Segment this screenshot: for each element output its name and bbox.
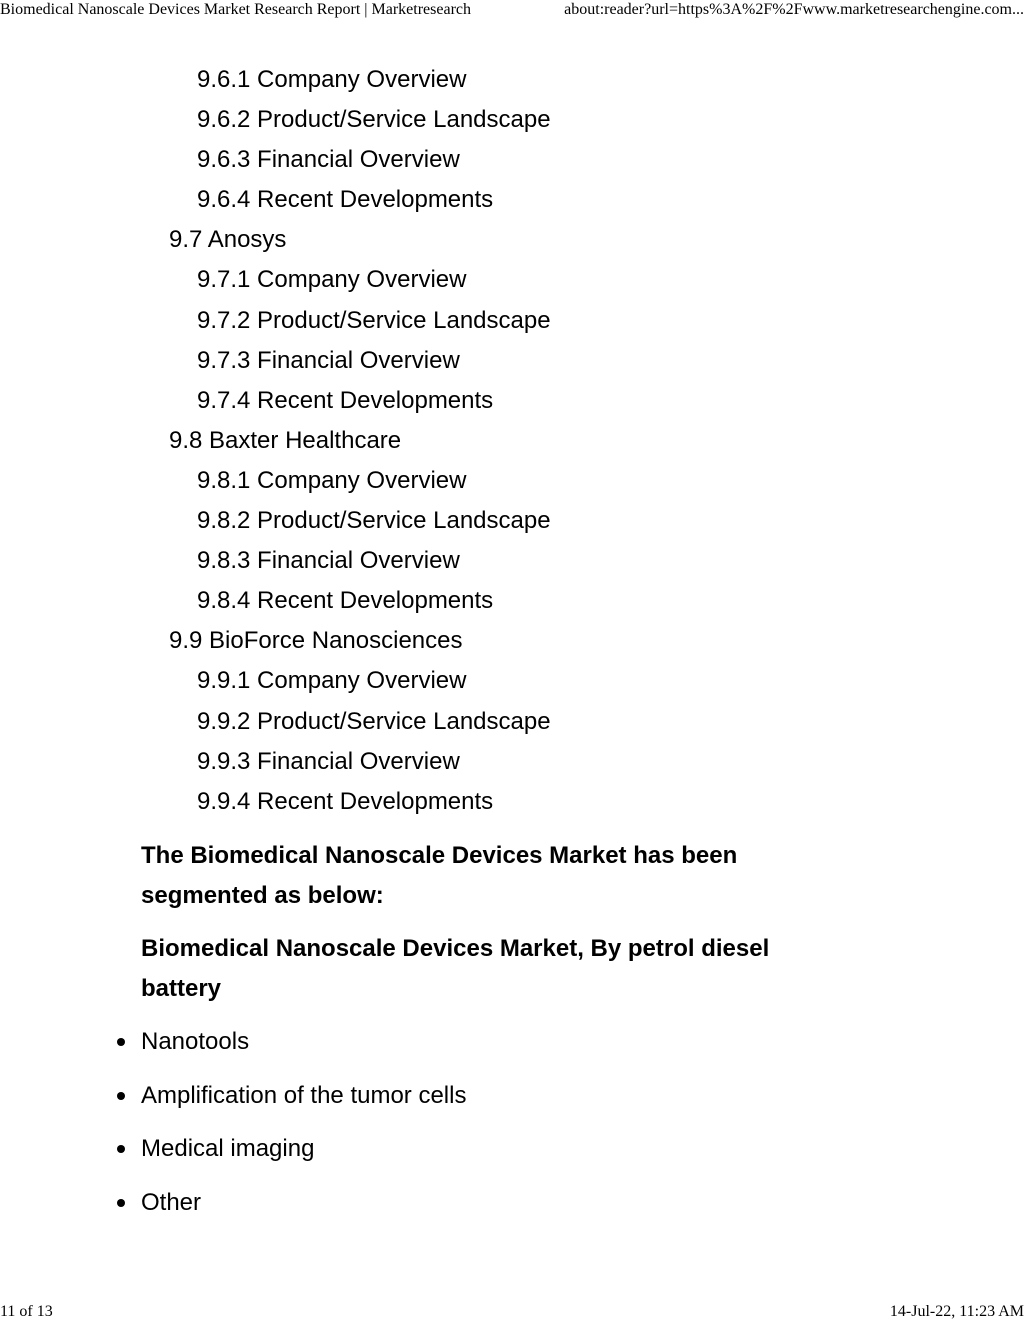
toc-item: 9.6.1 Company Overview <box>197 66 467 93</box>
toc-item: 9.6.3 Financial Overview <box>197 146 460 174</box>
list-item <box>0 1022 466 1076</box>
list-item <box>0 1183 466 1237</box>
toc-item: 9.7.3 Financial Overview <box>197 346 460 374</box>
print-header <box>0 0 1024 24</box>
bullet-icon <box>117 1092 125 1100</box>
toc-item: 9.6.2 Product/Service Landscape <box>197 106 551 134</box>
list-item-label: Nanotools <box>141 1028 250 1055</box>
toc-item: 9.9.4 Recent Developments <box>197 787 494 815</box>
page-url[interactable]: about:reader?url=https%3A%2F%2Fwww.marketresearchengine.com... <box>564 1 1024 18</box>
toc-item: 9.9.2 Product/Service Landscape <box>197 707 551 735</box>
page-title: Biomedical Nanoscale Devices Market Research Report | Marketresearch <box>0 1 471 18</box>
toc-item: 9.8.2 Product/Service Landscape <box>197 507 551 535</box>
list-item <box>0 1076 466 1130</box>
toc-item: 9.8.4 Recent Developments <box>197 587 494 615</box>
bullet-icon <box>117 1145 125 1153</box>
table-of-contents <box>0 60 1024 822</box>
toc-item: 9.8.1 Company Overview <box>197 466 467 494</box>
list-item-label: Medical imaging <box>141 1135 315 1163</box>
toc-item: 9.7 Anosys <box>169 226 287 254</box>
bullet-icon <box>117 1199 125 1207</box>
toc-item: 9.7.4 Recent Developments <box>197 386 494 414</box>
print-footer <box>0 1301 1024 1325</box>
toc-item: 9.8 Baxter Healthcare <box>169 426 402 454</box>
toc-item: 9.7.2 Product/Service Landscape <box>197 306 551 334</box>
toc-item: 9.9 BioForce Nanosciences <box>169 627 463 655</box>
toc-item: 9.9.3 Financial Overview <box>197 747 460 775</box>
market-heading: Biomedical Nanoscale Devices Market, By petrol diesel battery <box>141 935 770 1002</box>
list-item-label: Other <box>141 1189 202 1217</box>
toc-item: 9.8.3 Financial Overview <box>197 547 460 575</box>
toc-item: 9.9.1 Company Overview <box>197 667 467 695</box>
print-datetime: 14-Jul-22, 11:23 AM <box>889 1303 1024 1320</box>
toc-item: 9.7.1 Company Overview <box>197 266 467 294</box>
segment-list <box>0 1022 466 1237</box>
list-item <box>0 1129 466 1183</box>
toc-item: 9.6.4 Recent Developments <box>197 186 494 214</box>
segmentation-heading: The Biomedical Nanoscale Devices Market has been segmented as below: <box>141 842 738 909</box>
page-number: 11 of 13 <box>0 1303 53 1320</box>
bullet-icon <box>117 1038 125 1046</box>
list-item-label: Amplification of the tumor cells <box>141 1081 467 1109</box>
